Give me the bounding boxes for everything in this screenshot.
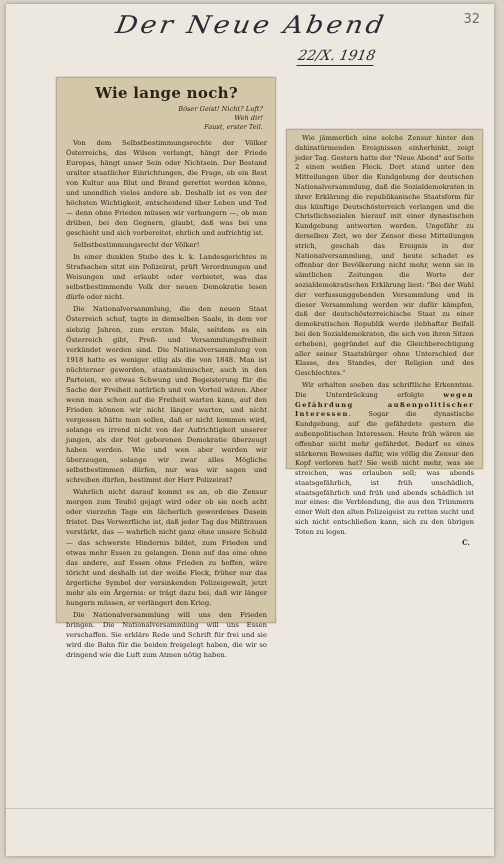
article-signature: C.: [462, 537, 470, 547]
article-paragraph: In einer dunklen Stube des k. k. Landesgerichtes in Strafsachen sitzt ein Polizeirat, prüft Verordnungen und Weisungen und erlaubt oder verbietet, was das selbstbestimmende Volk der neuen Demokratie lesen dürfe oder nicht.: [66, 253, 267, 302]
article-headline: Wie lange noch?: [95, 84, 238, 102]
motto-attribution: Faust, erster Teil.: [204, 122, 263, 131]
article-paragraph: [295, 381, 474, 538]
motto-line: Böser Geist! Nicht? Luft?: [178, 105, 263, 113]
article-paragraph: Wahrlich nicht darauf kommt es an, ob die Zensur morgen zum Teufel gejagt wird oder ob sie noch acht oder vierzehn Tage ein lächerlich gewordenes Dasein fristet. Das Verwerfliche ist, daß jeder Tag das Mißtrauen verstärkt, das — wahrlich nicht ganz ohne unsere Schuld — das schwerste Hindernis bildet, zum Frieden und etwas mehr Essen zu gelangen. Denn auf das eine ohne das andere, auf Essen ohne Frieden zu hoffen, wäre töricht und deshalb ist der weiße Fleck, früher nur das ärgerliche Symbol der versinkenden Polizeigewalt, jetzt mehr als ein Ärgernis: er trägt dazu bei, daß wir länger hungern müssen, er verlängert den Krieg.: [66, 488, 267, 607]
newspaper-clipping-left: [56, 77, 276, 660]
emphasized-phrase: wegen Gefährdung außenpolitischer Interessen: [295, 390, 474, 419]
handwritten-newspaper-title: Der Neue Abend: [113, 11, 389, 40]
article-paragraph: Von dem Selbstbestimmungsrechte der Völker Österreichs, das Wilson verlangt, hängt der Friede Europas, hängt unser Sein oder Nichtsein. Der Bestand uralter staatlicher Einrichtungen, die Frage, ob ein Rest von Kultur aus Blut und Brand gerettet werden könne, und unendlich vieles andere ab. Deshalb ist es von der höchsten Wichtigkeit, entscheidend über Leben und Tod — denn ohne Frieden müssen wir verhungern —, ob man drüben, bei den Gegnern, glaubt, daß was bei uns geschieht und sich vorbereitet, ehrlich und aufrichtig ist.: [66, 138, 267, 238]
archive-sheet: [6, 4, 494, 856]
article-paragraph: Selbstbestimmungsrecht der Völker!: [73, 241, 200, 250]
motto-line: Weh dir!: [234, 113, 263, 122]
paragraph-text: . Sogar die dynastische Kundgebung, auf die gefährdete gestern die außenpolitischen Interessen. Heute früh wären sie offenbar nicht mehr gefährdet. Bedarf es eines stärkeren Beweises dafür, wie völlig die Zensur den Kopf verloren hat? Sie weiß nicht mehr, was sie streichen, was erlauben soll; was abends staatsgefährlich, ist früh unschädlich, staatsgefährlich und früh und abends schädlich ist nur eines: die Verblendung, die aus den Trümmern einer Welt den alten Polizeigeist zu retten sucht und sich nicht entschließen kann, sich zu den übrigen Toten zu legen.: [295, 410, 474, 536]
newspaper-clipping-right: [286, 129, 483, 547]
article-paragraph: Wie jämmerlich eine solche Zensur hinter den dahinstürmenden Ereignissen einherhinkt, zeigt jeder Tag. Gestern hatte der "Neue Abend" auf Seite 2 einen weißen Fleck. Dort stand unter den Mitteilungen über die Kundgebung der deutschen Nationalversammlung, daß die Sozialdemokraten in ihrer Erklärung die republikanische Staatsform für das künftige Deutschösterreich verlangen und die Christlichsozialen hierauf mit einer dynastischen Kundgebung antworten werden. Ungefähr zu derselben Zeit, wo der Zensor diese Mitteilungen strich, geschah das Ereignis in der Nationalversammlung, und heute schadet es offenbar der Bevölkerung nicht mehr, wenn sie in sämtlichen Zeitungen die Worte der sozialdemokratischen Erklärung liest: "Bei der Wahl der verfassunggebenden Versammlung und in dieser Versammlung werden wir dafür kämpfen, daß der deutschösterreichische Staat zu einer demokratischen Republik werde (lebhafter Beifall bei den Sozialdemokraten, die sich von ihren Sitzen erheben), gegründet auf die Gleichberechtigung aller seiner Staatsbürger ohne Unterschied der Klasse, des Standes, der Religion und des Geschlechtes.": [295, 134, 474, 378]
article-paragraph: Die Nationalversammlung will uns den Frieden bringen. Die Nationalversammlung will uns Essen verschaffen. Sie erkläre Rede und Schrift für frei und sie wird die Bahn für die beiden freigelegt haben, die wir so dringend wie die Luft zum Atmen nötig haben.: [66, 610, 267, 660]
article-motto: [66, 105, 263, 132]
handwritten-date: 22/X. 1918: [296, 48, 377, 64]
archive-page-number: 32: [463, 12, 480, 27]
paper-fold-line: [6, 808, 494, 809]
paragraph-text: Wir erhalten soeben das schriftliche Erkenntnis. Die Unterdrückung erfolgte: [295, 380, 474, 399]
article-paragraph: Die Nationalversammlung, die den neuen Staat Österreich schuf, tagte in demselben Saale, in dem vor siebzig Jahren, zum ersten Male, seitdem es ein Österreich gibt, Preß- und Versammlungsfreiheit verkündet worden sind. Die Nationalversammlung von 1918 hatte es weniger eilig als die von 1848. Man ist nüchterner geworden, staatsmännischer, auch in den Parteien, wo etwas Schwung und Begeisterung für die Sache der Freiheit natürlich und von Vorteil wären. Aber wenn man schon auf die Freiheit warten kann, auf den Frieden können wir nicht länger warten, und nicht vergessen hätte man sollen, daß er nicht kommen wird, solange es irrend nicht von der Aufrichtigkeit unserer jungen, als der Not geborenen Demokratie überzeugt haben werden. Wie und wen aber werden wir überzeugen, solange wir zwar alles Mögliche selbstbestimmen dürfen, nur was wir sagen und schreiben dürfen, bestimmt der Herr Polizeirat?: [66, 305, 267, 485]
